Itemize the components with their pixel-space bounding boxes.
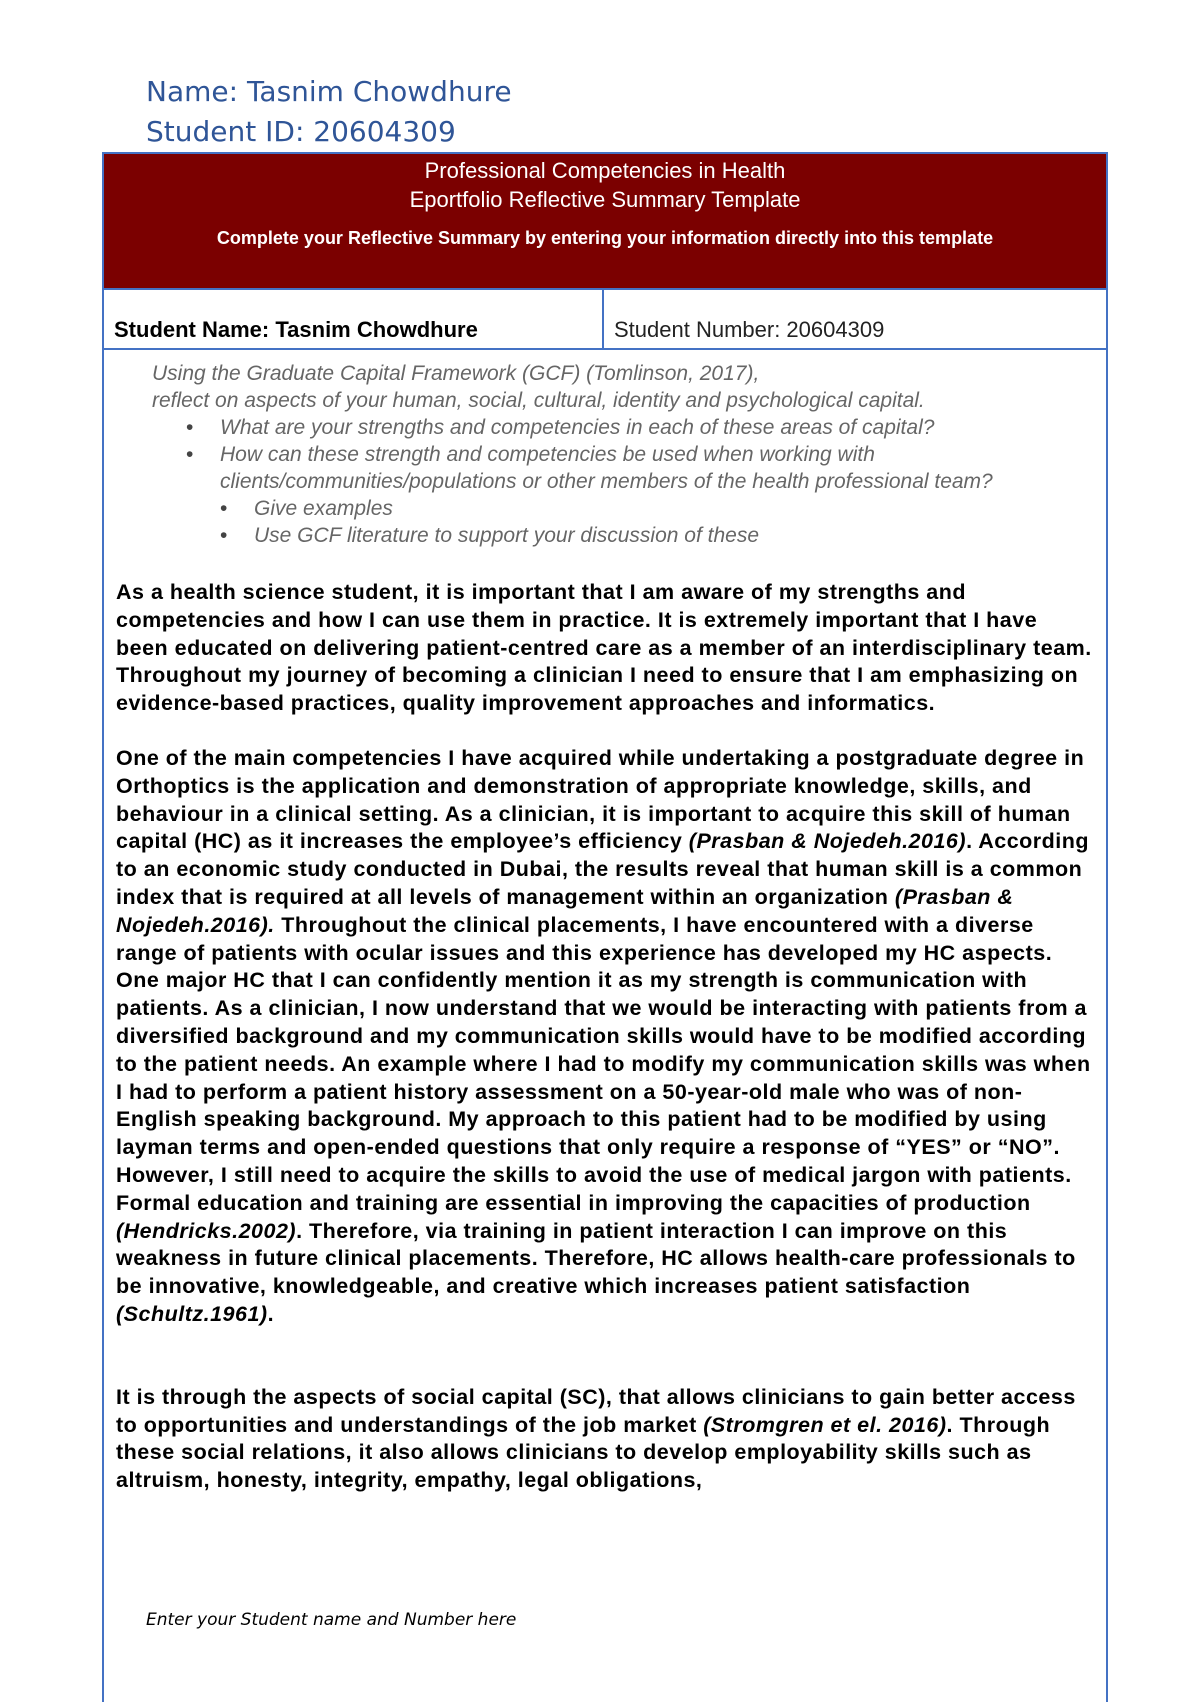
reflective-summary-body[interactable] <box>104 579 1106 1495</box>
prompt-sub-bullet: • Use GCF literature to support your discussion of these <box>254 522 1106 549</box>
prompt-instructions <box>104 350 1106 549</box>
citation: (Prasban & Nojedeh.2016). <box>116 884 1014 937</box>
document-header <box>146 72 512 152</box>
header-name: Name: Tasnim Chowdhure <box>146 75 512 108</box>
prompt-line-2: reflect on aspects of your human, social, cultural, identity and psychological capital. <box>152 389 925 412</box>
prompt-bullet: • How can these strength and competencies be used when working with clients/communities/populations or other members of the health professional team? <box>220 441 1106 495</box>
banner-title: Professional Competencies in Health <box>424 158 786 183</box>
prompt-line-1: Using the Graduate Capital Framework (GCF) (Tomlinson, 2017), <box>152 362 760 385</box>
citation: (Stromgren et el. 2016) <box>703 1412 947 1437</box>
prompt-sub-bullet: • Give examples <box>254 495 1106 522</box>
header-student-id: Student ID: 20604309 <box>146 115 456 148</box>
body-paragraph-2: One of the main competencies I have acquired while undertaking a postgraduate degree in Orthoptics is the application and demonstration of appropriate knowledge, skills, and behaviour in a clinical setting. As a clinician, it is important to acquire this skill of human capital (HC) as it increases the employee’s efficiency (Prasban & Nojedeh.2016). According to an economic study conducted in Dubai, the results reveal that human skill is a common index that is required at all levels of management within an organization (Prasban & Nojedeh.2016). Throughout the clinical placements, I have encountered with a diverse range of patients with ocular issues and this experience has developed my HC aspects. One major HC that I can confidently mention it as my strength is communication with patients. As a clinician, I now understand that we would be interacting with patients from a diversified background and my communication skills would have to be modified according to the patient needs. An example where I had to modify my communication skills was when I had to perform a patient history assessment on a 50-year-old male who was of non-English speaking background. My approach to this patient had to be modified by using layman terms and open-ended questions that only require a response of “YES” or “NO”. However, I still need to acquire the skills to avoid the use of medical jargon with patients. Formal education and training are essential in improving the capacities of production (Hendricks.2002). Therefore, via training in patient interaction I can improve on this weakness in future clinical placements. Therefore, HC allows health-care professionals to be innovative, knowledgeable, and creative which increases patient satisfaction (Schultz.1961). <box>116 745 1091 1326</box>
footer-placeholder: Enter your Student name and Number here <box>146 1610 517 1630</box>
student-name-cell[interactable]: Student Name: Tasnim Chowdhure <box>104 290 604 348</box>
prompt-sub-bullet-list <box>152 495 1106 549</box>
student-number-cell[interactable]: Student Number: 20604309 <box>614 317 885 342</box>
body-paragraph-3: It is through the aspects of social capital (SC), that allows clinicians to gain better access to opportunities and understandings of the job market (Stromgren et el. 2016). Through these social relations, it also allows clinicians to develop employability skills such as altruism, honesty, integrity, empathy, legal obligations, <box>116 1384 1076 1493</box>
student-info-row <box>104 288 1106 350</box>
banner-subtitle: Eportfolio Reflective Summary Template <box>409 187 801 212</box>
template-banner <box>104 154 1106 288</box>
citation: (Schultz.1961) <box>116 1301 268 1326</box>
prompt-bullet-list <box>152 414 1106 495</box>
citation: (Prasban & Nojedeh.2016) <box>688 829 967 854</box>
banner-instruction: Complete your Reflective Summary by entering your information directly into this template <box>216 228 994 248</box>
reflective-summary-table <box>102 152 1108 1702</box>
citation: (Hendricks.2002) <box>116 1218 297 1243</box>
body-paragraph-1: As a health science student, it is important that I am aware of my strengths and competencies and how I can use them in practice. It is extremely important that I have been educated on delivering patient-centred care as a member of an interdisciplinary team. Throughout my journey of becoming a clinician I need to ensure that I am emphasizing on evidence-based practices, quality improvement approaches and informatics. <box>116 580 1092 716</box>
prompt-bullet: • What are your strengths and competencies in each of these areas of capital? <box>220 414 1106 441</box>
